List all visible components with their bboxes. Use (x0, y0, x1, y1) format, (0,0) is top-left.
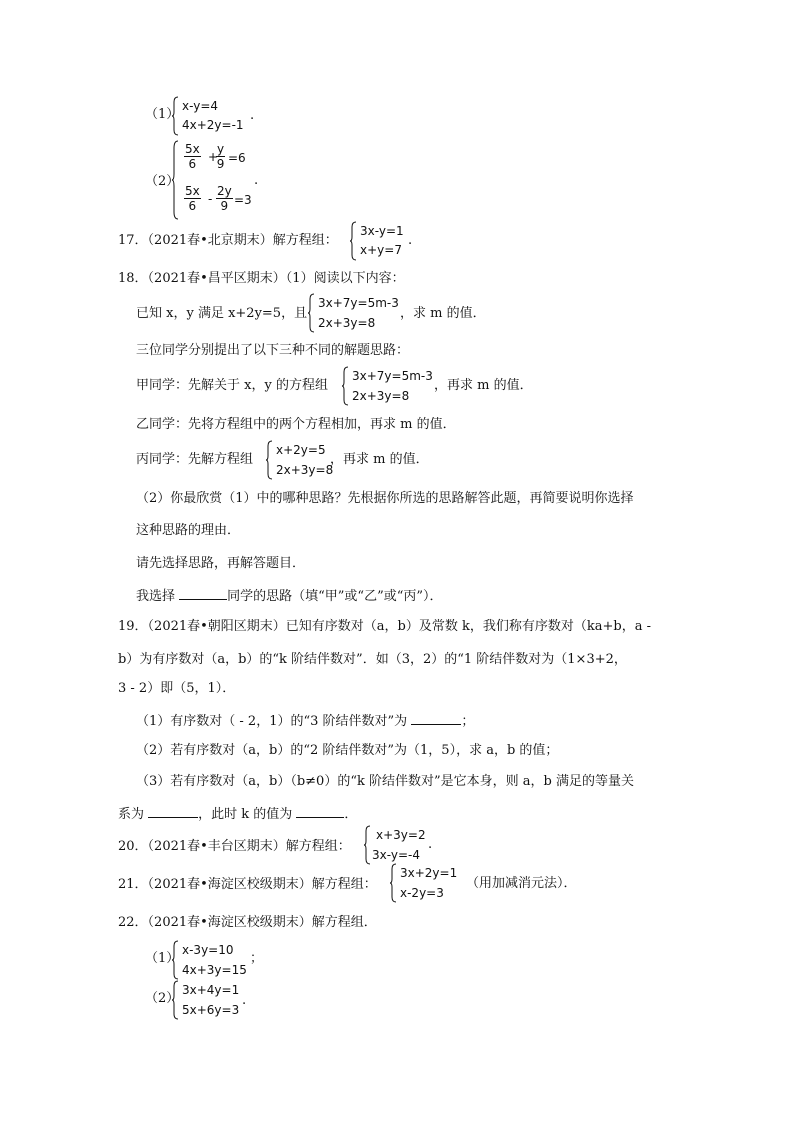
answer-blank[interactable] (179, 586, 227, 600)
answer-blank[interactable] (411, 711, 461, 725)
q18-text: 甲同学：先解关于 x，y 的方程组 (136, 378, 328, 393)
brace-icon (350, 221, 357, 261)
fraction (184, 184, 201, 213)
equation-rhs: =6 (228, 151, 246, 165)
q18-text: 这种思路的理由． (136, 523, 241, 538)
q22-1-label: （1） (145, 951, 180, 966)
denominator: 6 (188, 157, 197, 171)
brace-icon (172, 96, 179, 136)
answer-blank[interactable] (148, 804, 198, 818)
numerator: y (217, 142, 225, 156)
q16-1-label: （1） (145, 107, 180, 122)
q19-text: ，此时 k 的值为 (198, 807, 297, 822)
q19-part-3 (118, 804, 357, 824)
q21-method-note: （用加减消元法）． (466, 876, 577, 891)
answer-blank[interactable] (296, 804, 344, 818)
brace-icon (266, 440, 273, 480)
q19-text: 系为 (118, 807, 149, 822)
punctuation: . (254, 173, 259, 188)
fraction (216, 184, 233, 213)
equation: x+2y=5 (276, 443, 326, 457)
q19-part-1 (136, 711, 474, 731)
denominator: 9 (216, 157, 225, 171)
brace-icon (172, 140, 179, 220)
q22-2-label: （2） (145, 991, 180, 1006)
numerator: 2y (217, 184, 232, 198)
equation: x-y=4 (182, 99, 219, 113)
q18-text: 乙同学：先将方程组中的两个方程相加，再求 m 的值． (136, 417, 456, 432)
q18-text: ，再求 m 的值． (330, 452, 429, 467)
operator: + (208, 150, 219, 164)
equation: 3x-y=-4 (372, 848, 420, 862)
q19-text: （1）有序数对（ - 2，1）的“3 阶结伴数对”为 (136, 714, 412, 729)
equation: 2x+3y=8 (352, 389, 410, 403)
q18-text: 同学的思路（填“甲”或“乙”或“丙”）． (227, 589, 443, 604)
equation: x-2y=3 (400, 886, 444, 900)
q18-text: ，求 m 的值． (400, 306, 486, 321)
equation: x-3y=10 (182, 943, 234, 957)
q18-text: 已知 x，y 满足 x+2y=5，且 (136, 306, 308, 321)
equation: 3x+7y=5m-3 (352, 369, 433, 383)
q19-text: （3）若有序数对（a，b）（b≠0）的“k 阶结伴数对”是它本身，则 a，b 满足的等量关 (136, 774, 634, 789)
q19-text: ； (461, 714, 475, 729)
q16-2-label: （2） (145, 174, 180, 189)
denominator: 9 (220, 199, 229, 213)
q19-text: 3 - 2）即（5，1）． (118, 681, 236, 696)
q18-text: 丙同学：先解方程组 (136, 452, 254, 467)
q18-answer-line (136, 586, 443, 606)
brace-icon (364, 825, 371, 865)
q19-text: （2）若有序数对（a，b）的“2 阶结伴数对”为（1，5），求 a，b 的值； (136, 743, 559, 758)
equation: x+3y=2 (376, 828, 426, 842)
q19-text: ． (344, 807, 358, 822)
q20-heading: 20．（2021春•丰台区期末）解方程组： (118, 839, 351, 854)
q19-text: b）为有序数对（a，b）的“k 阶结伴数对”．如（3，2）的“1 阶结伴数对为（1×3+2， (118, 652, 627, 667)
denominator: 6 (188, 199, 197, 213)
q18-text: ，再求 m 的值． (434, 378, 533, 393)
brace-icon (390, 863, 397, 903)
brace-icon (308, 293, 315, 333)
equation: 4x+2y=-1 (182, 118, 244, 132)
q22-heading: 22．（2021春•海淀区校级期末）解方程组． (118, 915, 377, 930)
q17-heading: 17．（2021春•北京期末）解方程组： (118, 233, 338, 248)
equation: x+y=7 (360, 243, 402, 257)
numerator: 5x (185, 142, 200, 156)
fraction (216, 142, 225, 171)
q18-text: （2）你最欣赏（1）中的哪种思路？先根据你所选的思路解答此题，再简要说明你选择 (136, 491, 634, 506)
brace-icon (172, 940, 179, 980)
equation: 4x+3y=15 (182, 963, 247, 977)
equation: 2x+3y=8 (276, 463, 334, 477)
equation: 3x-y=1 (360, 224, 404, 238)
punctuation: ； (250, 951, 264, 966)
fraction (184, 142, 201, 171)
punctuation: . (242, 993, 247, 1008)
brace-icon (172, 980, 179, 1020)
punctuation: . (428, 837, 433, 852)
punctuation: . (250, 108, 255, 123)
equation: 2x+3y=8 (318, 316, 376, 330)
q18-text: 三位同学分别提出了以下三种不同的解题思路： (136, 343, 410, 358)
q18-text: 请先选择思路，再解答题目． (136, 556, 306, 571)
equation-rhs: =3 (234, 193, 252, 207)
equation: 5x+6y=3 (182, 1003, 240, 1017)
equation: 3x+2y=1 (400, 866, 458, 880)
q18-heading: 18．（2021春•昌平区期末）（1）阅读以下内容： (118, 271, 405, 286)
equation: 3x+4y=1 (182, 983, 240, 997)
operator: - (208, 192, 213, 206)
q21-heading: 21．（2021春•海淀区校级期末）解方程组： (118, 877, 377, 892)
q19-text: 19．（2021春•朝阳区期末）已知有序数对（a，b）及常数 k，我们称有序数对（ka+b，a - (118, 619, 651, 634)
q18-text: 我选择 (136, 589, 180, 604)
numerator: 5x (185, 184, 200, 198)
brace-icon (342, 366, 349, 406)
punctuation: . (408, 233, 413, 248)
equation: 3x+7y=5m-3 (318, 296, 399, 310)
